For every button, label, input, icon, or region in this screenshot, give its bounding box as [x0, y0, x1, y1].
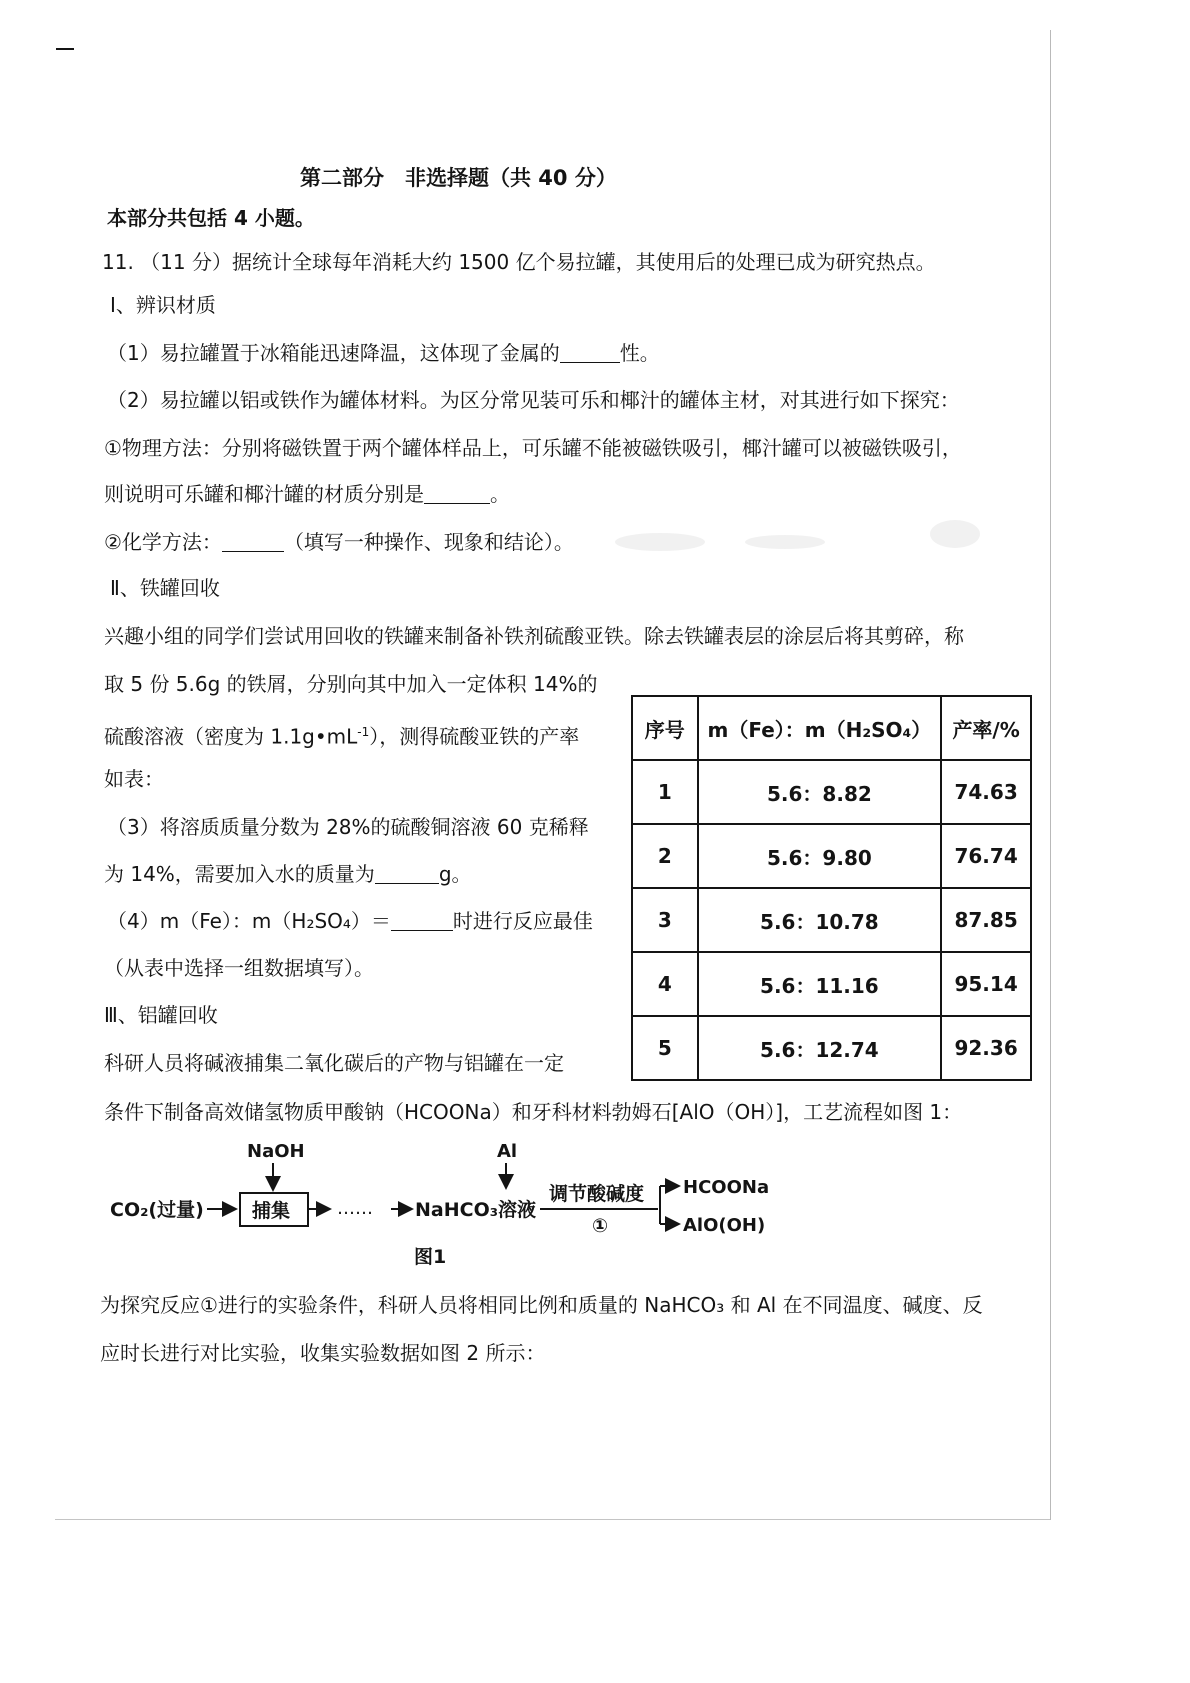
part-3-heading: Ⅲ、铝罐回收 — [104, 1003, 218, 1027]
sub-question-1-suffix: 性。 — [619, 341, 660, 365]
part-1-heading: Ⅰ、辨识材质 — [110, 293, 216, 317]
part-2-intro-line3 — [104, 719, 579, 750]
method-chemical — [104, 529, 574, 555]
sub-question-3-line1: （3）将溶质质量分数为 28%的硫酸铜溶液 60 克稀释 — [107, 815, 589, 839]
table-cell: 5.6：11.16 — [698, 952, 942, 1016]
part-3-closing-line2: 应时长进行对比实验，收集实验数据如图 2 所示： — [100, 1341, 546, 1365]
sub-question-4-line2: （从表中选择一组数据填写）。 — [104, 956, 374, 980]
table-header-cell: 产率/% — [941, 696, 1031, 760]
answer-blank[interactable] — [391, 912, 453, 931]
margin-dash-mark — [56, 48, 74, 50]
table-cell: 76.74 — [941, 824, 1031, 888]
method-physical-line2 — [104, 481, 510, 507]
table-header-cell: 序号 — [632, 696, 698, 760]
flow-product-aloh: AlO(OH) — [683, 1215, 766, 1236]
flow-product-hcoona: HCOONa — [683, 1177, 770, 1198]
scan-smudge — [745, 535, 825, 549]
sub-question-2: （2）易拉罐以铝或铁作为罐体材料。为区分常见装可乐和椰汁的罐体主材，对其进行如下探究： — [107, 388, 960, 412]
table-cell: 5.6：10.78 — [698, 888, 942, 952]
table-cell: 1 — [632, 760, 698, 824]
table-cell: 74.63 — [941, 760, 1031, 824]
part-2-heading: Ⅱ、铁罐回收 — [110, 576, 220, 600]
flow-naoh-label: NaOH — [247, 1141, 305, 1162]
sub-question-3-suffix: g。 — [438, 862, 472, 886]
flow-nahco3-label: NaHCO₃溶液 — [415, 1199, 537, 1221]
table-row — [632, 824, 1031, 888]
flow-ellipsis: …… — [337, 1198, 373, 1219]
flow-input-co2: CO₂(过量) — [110, 1199, 204, 1221]
section-title: 第二部分 非选择题（共 40 分） — [300, 166, 617, 190]
sub-question-4-line1 — [107, 908, 593, 934]
sub-question-3-line2 — [104, 861, 472, 887]
answer-blank[interactable] — [560, 344, 620, 363]
sub-question-4-text: （4）m（Fe）：m（H₂SO₄）＝ — [107, 909, 391, 933]
sub-question-1 — [107, 340, 660, 366]
question-11-stem: 11. （11 分）据统计全球每年消耗大约 1500 亿个易拉罐，其使用后的处理已成为研究热点。 — [102, 250, 936, 274]
yield-table — [631, 695, 1032, 1081]
table-cell: 5.6：12.74 — [698, 1016, 942, 1080]
table-cell: 3 — [632, 888, 698, 952]
answer-blank[interactable] — [375, 865, 439, 884]
yield-text: ），测得硫酸亚铁的产率 — [369, 724, 580, 749]
sub-question-3-text: 为 14%，需要加入水的质量为 — [104, 862, 375, 886]
table-row — [632, 1016, 1031, 1080]
part-3-closing-line1: 为探究反应①进行的实验条件，科研人员将相同比例和质量的 NaHCO₃ 和 Al 在不同温度、碱度、反 — [100, 1293, 983, 1317]
flow-capture-label: 捕集 — [252, 1200, 291, 1222]
section-intro: 本部分共包括 4 小题。 — [107, 206, 315, 230]
density-text: 硫酸溶液（密度为 1.1g•mL — [104, 724, 358, 749]
method-physical-text: 则说明可乐罐和椰汁罐的材质分别是 — [104, 482, 424, 506]
figure-1-caption: 图1 — [414, 1246, 447, 1268]
scan-smudge — [615, 533, 705, 551]
table-header-row — [632, 696, 1031, 760]
table-cell: 5 — [632, 1016, 698, 1080]
scan-edge-bottom — [55, 1519, 1050, 1520]
table-cell: 2 — [632, 824, 698, 888]
flow-al-label: Al — [497, 1141, 518, 1162]
answer-blank[interactable] — [424, 485, 490, 504]
method-physical-suffix: 。 — [490, 482, 510, 506]
table-cell: 87.85 — [941, 888, 1031, 952]
scan-smudge — [930, 520, 980, 548]
table-row — [632, 888, 1031, 952]
sub-question-4-suffix: 时进行反应最佳 — [452, 909, 593, 933]
table-cell: 5.6：8.82 — [698, 760, 942, 824]
part-2-intro-line2: 取 5 份 5.6g 的铁屑，分别向其中加入一定体积 14%的 — [104, 672, 598, 696]
sub-question-1-text: （1）易拉罐置于冰箱能迅速降温，这体现了金属的 — [107, 341, 560, 365]
part-2-intro-line4: 如表： — [104, 767, 164, 791]
scan-edge-right — [1050, 30, 1051, 1520]
table-row — [632, 760, 1031, 824]
density-unit-exponent: -1 — [357, 725, 370, 739]
table-cell: 92.36 — [941, 1016, 1031, 1080]
method-physical-line1: ①物理方法：分别将磁铁置于两个罐体样品上，可乐罐不能被磁铁吸引，椰汁罐可以被磁铁吸引， — [104, 436, 962, 460]
table-cell: 95.14 — [941, 952, 1031, 1016]
table-cell: 4 — [632, 952, 698, 1016]
flow-condition-label: 调节酸碱度 — [549, 1183, 645, 1205]
flow-step-marker: ① — [592, 1215, 609, 1237]
answer-blank[interactable] — [222, 533, 284, 552]
method-chemical-text: ②化学方法： — [104, 530, 222, 554]
table-cell: 5.6：9.80 — [698, 824, 942, 888]
part-3-intro-line2: 条件下制备高效储氢物质甲酸钠（HCOONa）和牙科材料勃姆石[AlO（OH）]，工艺流程如图 1： — [104, 1100, 963, 1124]
table-row — [632, 952, 1031, 1016]
method-chemical-suffix: （填写一种操作、现象和结论）。 — [283, 530, 574, 554]
part-3-intro-line1: 科研人员将碱液捕集二氧化碳后的产物与铝罐在一定 — [104, 1051, 564, 1075]
process-flow-diagram — [0, 1130, 1100, 1280]
part-2-intro-line1: 兴趣小组的同学们尝试用回收的铁罐来制备补铁剂硫酸亚铁。除去铁罐表层的涂层后将其剪碎，称 — [104, 624, 964, 648]
table-header-cell: m（Fe）：m（H₂SO₄） — [698, 696, 942, 760]
